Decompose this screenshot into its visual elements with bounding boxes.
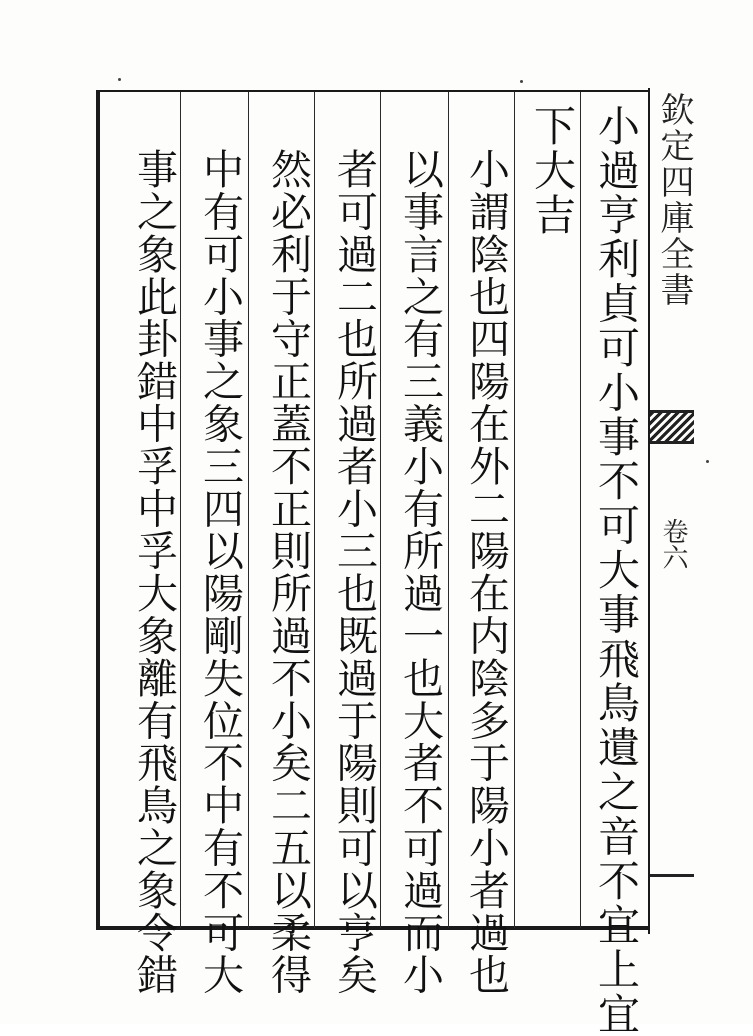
column-rule xyxy=(248,92,249,928)
margin-divider xyxy=(650,874,694,877)
scan-speck xyxy=(520,80,523,83)
column-rule xyxy=(580,92,581,928)
book-title: 欽定四庫全書 xyxy=(654,92,694,308)
column-rule xyxy=(514,92,515,928)
fish-tail-mark xyxy=(650,410,694,444)
text-column-3: 小謂陰也四陽在外二陽在内陰多于陽小者過也 xyxy=(462,148,510,996)
text-column-1: 小過亨利貞可小事不可大事飛鳥遺之音不宜上宜 xyxy=(592,104,641,1036)
column-rule xyxy=(448,92,449,928)
text-column-4: 以事言之有三義小有所過一也大者不可過而小 xyxy=(396,148,444,996)
volume-label: 卷六 xyxy=(658,518,688,570)
scan-speck xyxy=(118,78,121,81)
text-column-7: 中有可小事之象三四以陽剛失位不中有不可大 xyxy=(196,148,244,996)
scan-speck xyxy=(706,460,709,463)
text-column-2: 下大吉 xyxy=(528,104,577,238)
text-column-8: 事之象此卦錯中孚中孚大象離有飛鳥之象令錯 xyxy=(130,148,178,996)
text-column-6: 然必利于守正蓋不正則所過不小矣二五以柔得 xyxy=(264,148,312,996)
text-column-5: 者可過二也所過者小三也既過于陽則可以亨矣 xyxy=(330,148,378,996)
margin-column xyxy=(648,88,692,934)
